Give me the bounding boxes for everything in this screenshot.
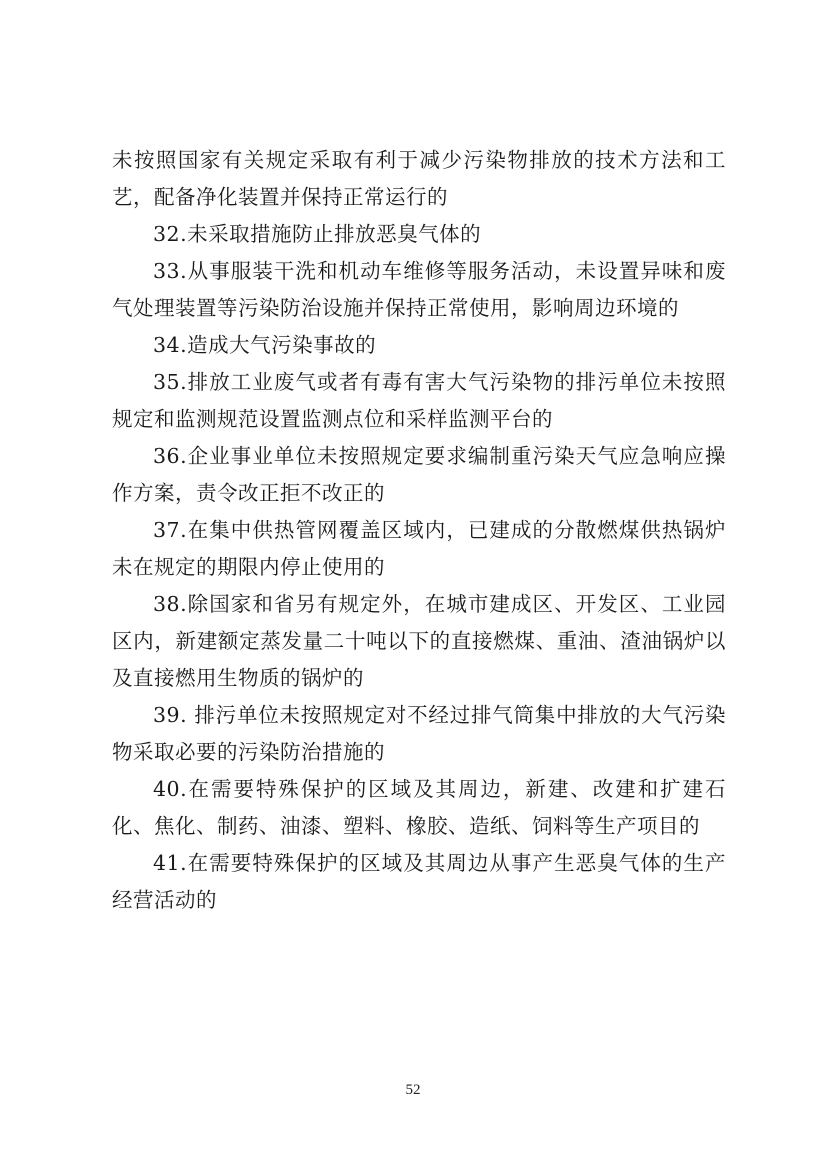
list-item-37: 37.在集中供热管网覆盖区域内，已建成的分散燃煤供热锅炉未在规定的期限内停止使用的 [112,518,726,579]
list-item-39: 39. 排污单位未按照规定对不经过排气筒集中排放的大气污染物采取必要的污染防治措施的 [112,703,726,764]
list-item-35: 35.排放工业废气或者有毒有害大气污染物的排污单位未按照规定和监测规范设置监测点位和采样监测平台的 [112,370,726,431]
paragraph-continuation: 未按照国家有关规定采取有利于减少污染物排放的技术方法和工艺，配备净化装置并保持正常运行的 [112,148,726,209]
list-item-33: 33.从事服装干洗和机动车维修等服务活动，未设置异味和废气处理装置等污染防治设施并保持正常使用，影响周边环境的 [112,259,726,320]
list-item-38: 38.除国家和省另有规定外，在城市建成区、开发区、工业园区内，新建额定蒸发量二十吨以下的直接燃煤、重油、渣油锅炉以及直接燃用生物质的锅炉的 [112,592,726,690]
document-body [112,142,726,919]
list-item-32: 32.未采取措施防止排放恶臭气体的 [153,222,482,246]
list-item-36: 36.企业事业单位未按照规定要求编制重污染天气应急响应操作方案，责令改正拒不改正的 [112,444,726,505]
page-number: 52 [405,1082,421,1098]
list-item-34: 34.造成大气污染事故的 [153,333,377,357]
list-item-41: 41.在需要特殊保护的区域及其周边从事产生恶臭气体的生产经营活动的 [112,851,726,912]
list-item-40: 40.在需要特殊保护的区域及其周边，新建、改建和扩建石化、焦化、制药、油漆、塑料、橡胶、造纸、饲料等生产项目的 [112,777,726,838]
